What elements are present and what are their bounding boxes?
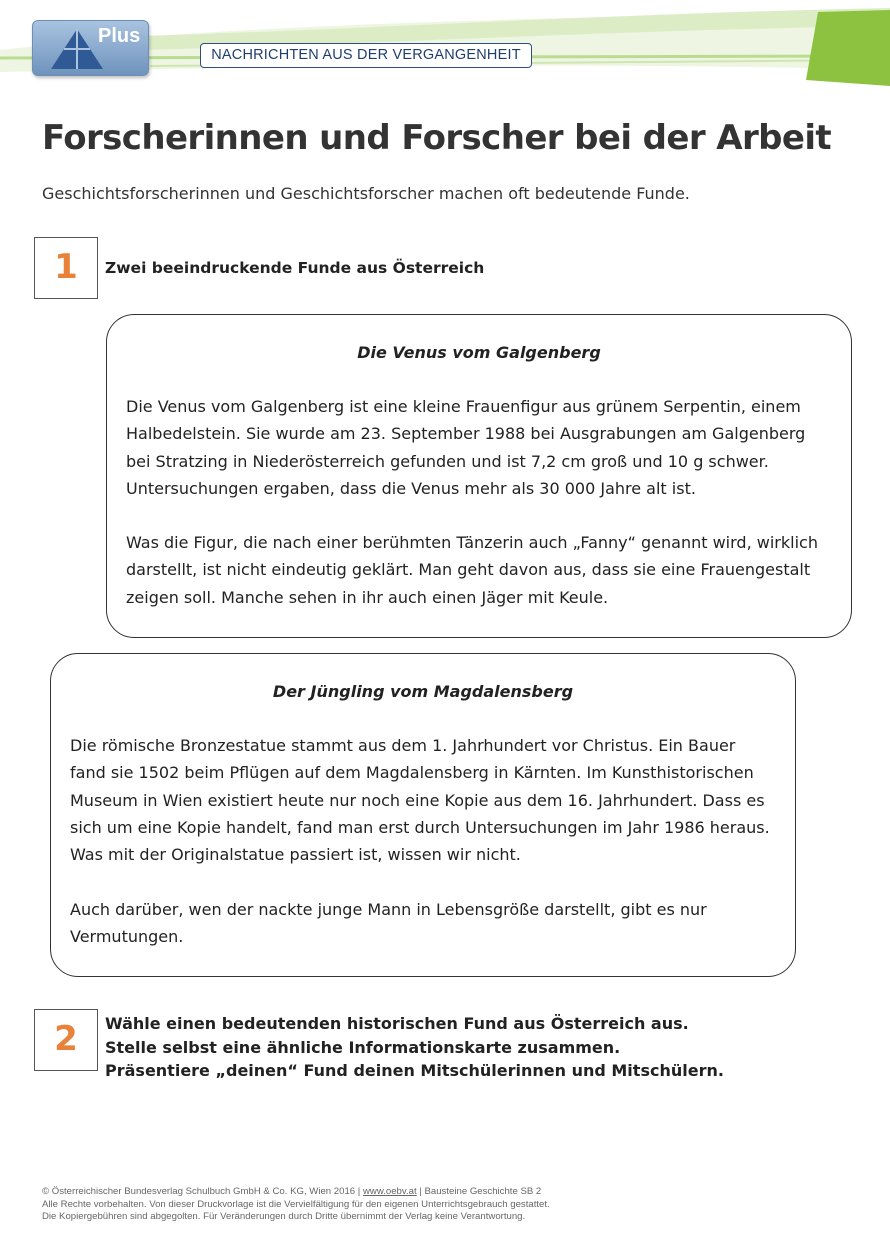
card-paragraph: Auch darüber, wen der nackte junge Mann in Lebensgröße darstellt, gibt es nur Vermutungen.: [70, 900, 707, 947]
page-title: Forscherinnen und Forscher bei der Arbeit: [42, 118, 832, 158]
info-card-venus: [106, 314, 852, 638]
logo-text: Plus: [98, 25, 141, 47]
copyright-footer: [42, 1186, 550, 1224]
task-number-1: 1: [34, 237, 98, 299]
task-number-2: 2: [34, 1009, 98, 1071]
task-2-line: Stelle selbst eine ähnliche Informationskarte zusammen.: [105, 1037, 621, 1057]
footer-text: Die Kopiergebühren sind abgegolten. Für Veränderungen durch Dritte übernimmt der Verlag keine Verantwortung.: [42, 1211, 526, 1222]
card-title: Die Venus vom Galgenberg: [357, 343, 601, 362]
card-title: Der Jüngling vom Magdalensberg: [272, 682, 574, 701]
footer-text: © Österreichischer Bundesverlag Schulbuch GmbH & Co. KG, Wien 2016 |: [42, 1186, 363, 1197]
info-card-juengling: [50, 653, 796, 977]
task-2-instructions: [105, 1012, 724, 1083]
footer-text: | Bausteine Geschichte SB 2: [416, 1186, 542, 1197]
page-header: [0, 0, 890, 100]
series-banner: NACHRICHTEN AUS DER VERGANGENHEIT: [200, 43, 532, 68]
task-1-heading: Zwei beeindruckende Funde aus Österreich: [105, 259, 485, 277]
page-subtitle: Geschichtsforscherinnen und Geschichtsforscher machen oft bedeutende Funde.: [42, 184, 690, 203]
publisher-link[interactable]: www.oebv.at: [362, 1186, 417, 1197]
card-paragraph: Was die Figur, die nach einer berühmten Tänzerin auch „Fanny“ genannt wird, wirklich darstellt, ist nicht eindeutig geklärt. Man geht davon aus, dass sie eine Frauengestalt zeigen soll. Manche sehen in ihr auch einen Jäger mit Keule.: [126, 533, 818, 607]
task-2-line: Präsentiere „deinen“ Fund deinen Mitschülerinnen und Mitschülern.: [105, 1061, 724, 1080]
task-2-line: Wähle einen bedeutenden historischen Fund aus Österreich aus.: [105, 1014, 689, 1033]
plus-logo: [32, 20, 149, 76]
footer-text: Alle Rechte vorbehalten. Von dieser Druckvorlage ist die Vervielfältigung für den eigenen Unterrichtsgebrauch gestattet.: [42, 1198, 550, 1210]
card-paragraph: Die Venus vom Galgenberg ist eine kleine Frauenfigur aus grünem Serpentin, einem Halbedelstein. Sie wurde am 23. September 1988 bei Ausgrabungen am Galgenberg bei Stratzing in Niederösterreich gefunden und ist 7,2 cm groß und 10 g schwer. Untersuchungen ergaben, dass die Venus mehr als 30 000 Jahre alt ist.: [126, 397, 806, 498]
card-paragraph: Die römische Bronzestatue stammt aus dem 1. Jahrhundert vor Christus. Ein Bauer fand sie 1502 beim Pflügen auf dem Magdalensberg in Kärnten. Im Kunsthistorischen Museum in Wien existiert heute nur noch eine Kopie aus dem 16. Jahrhundert. Dass es sich um eine Kopie handelt, fand man erst durch Untersuchungen im Jahr 1986 heraus. Was mit der Originalstatue passiert ist, wissen wir nicht.: [70, 736, 770, 865]
